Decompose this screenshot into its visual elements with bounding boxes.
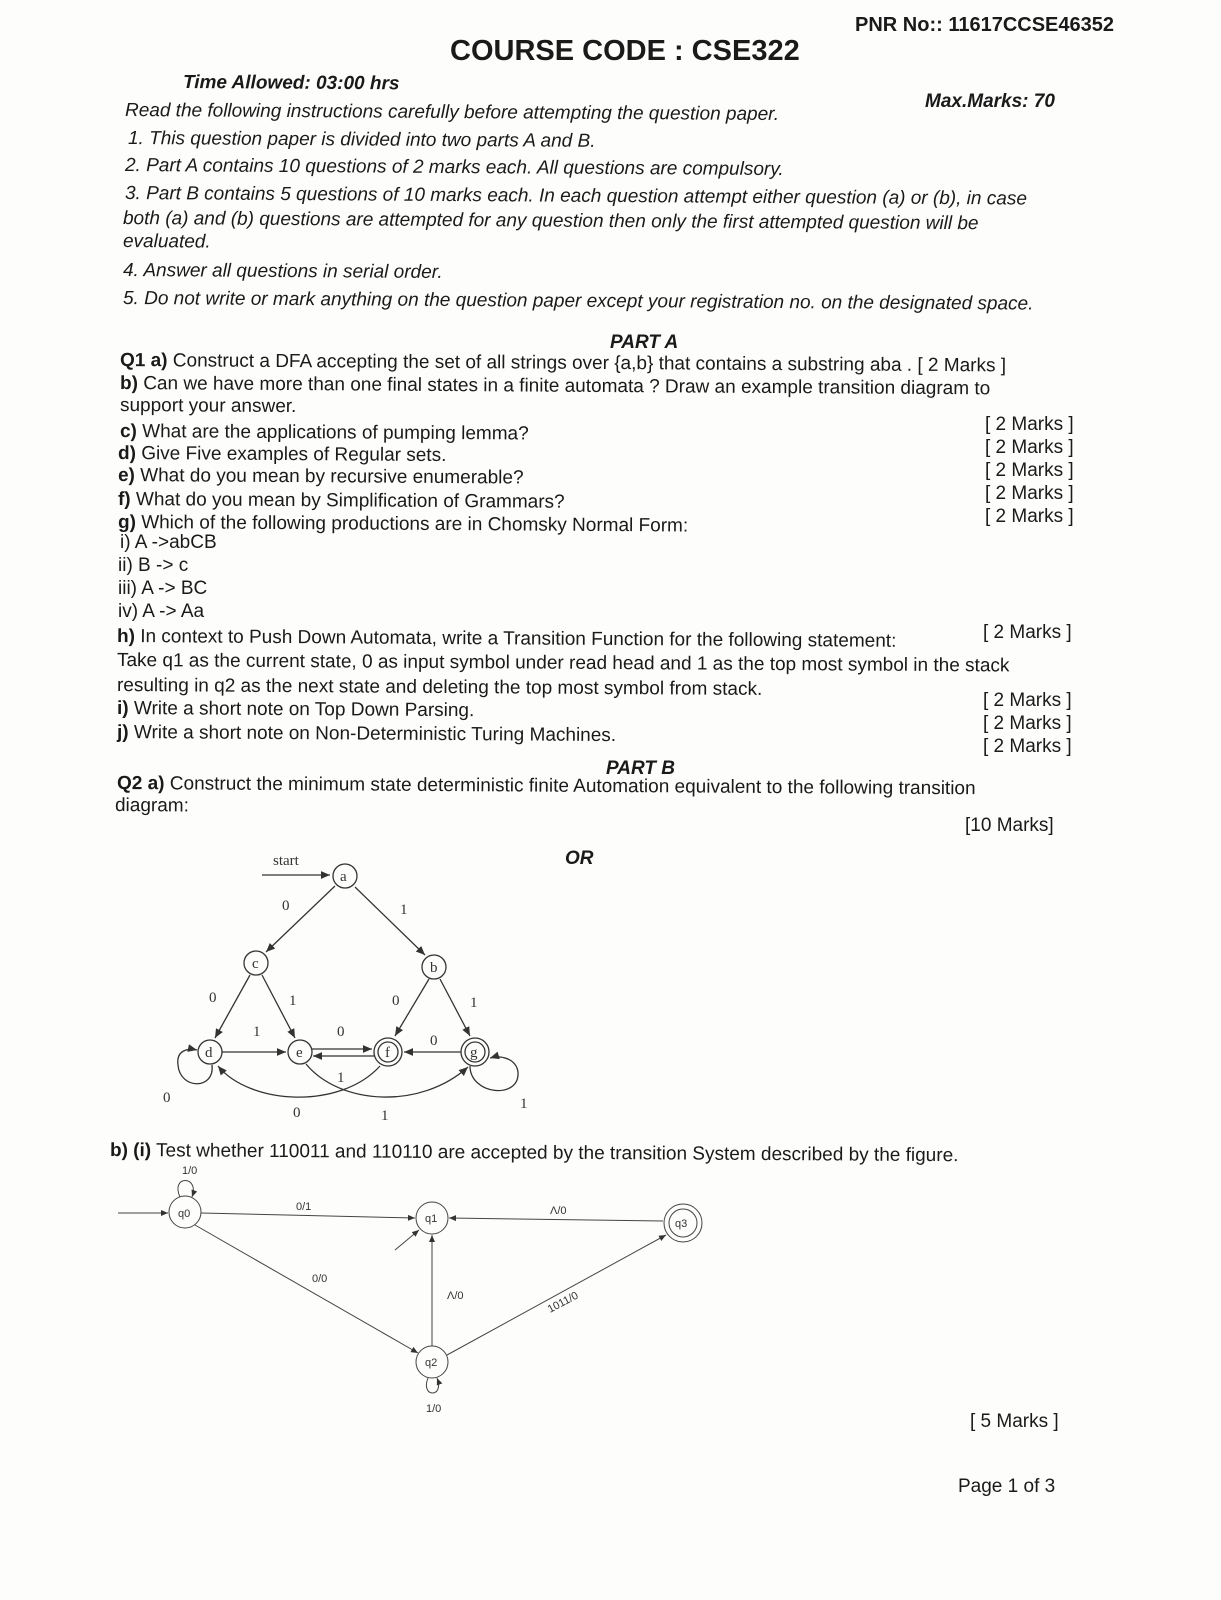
edge-label: 1 [253, 1024, 261, 1040]
edge-label: Λ/0 [447, 1290, 464, 1302]
instruction-line: evaluated. [122, 231, 211, 253]
marks: [ 2 Marks ] [983, 736, 1072, 757]
max-marks: Max.Marks: 70 [925, 91, 1055, 112]
question-text: What do you mean by Simplification of Grammars? [135, 489, 565, 513]
question-text: What are the applications of pumping lemma? [142, 421, 529, 445]
instruction-line: 4. Answer all questions in serial order. [122, 260, 443, 283]
edge-label: 0 [282, 898, 290, 914]
edge-label: 0/1 [296, 1201, 312, 1213]
edge-label: 1 [381, 1108, 389, 1124]
edge-label: 1 [470, 995, 478, 1011]
instruction-line: 2. Part A contains 10 questions of 2 marks each. All questions are compulsory. [124, 155, 784, 181]
q-label: c) [119, 421, 137, 443]
edge-label: 1/0 [182, 1165, 198, 1177]
state-label: e [296, 1045, 303, 1061]
question-text: Construct the minimum state deterministic finite Automation equivalent to the following transition [169, 773, 976, 800]
q-label: j) [116, 722, 129, 744]
question-text: Write a short note on Top Down Parsing. [133, 698, 475, 722]
state-label: q3 [675, 1218, 688, 1230]
marks: [ 2 Marks ] [917, 354, 1007, 377]
edge-label: 0 [337, 1024, 345, 1040]
edge-label: 1 [337, 1070, 345, 1086]
marks: [ 2 Marks ] [985, 460, 1074, 481]
q-label: e) [117, 465, 135, 487]
question-text: Write a short note on Non-Deterministic Turing Machines. [133, 722, 617, 747]
question-text: Construct a DFA accepting the set of all strings over {a,b} that contains a substring aba . [172, 350, 913, 376]
q-label: i) [116, 698, 129, 720]
option: ii) B -> c [118, 555, 189, 576]
state-label: a [340, 869, 347, 885]
instruction-line: 3. Part B contains 5 questions of 10 marks each. In each question attempt either question (a) or (b), in case [124, 183, 1027, 210]
option: iv) A -> Aa [118, 601, 205, 622]
edge-label: 1 [289, 993, 297, 1009]
state-label: q0 [178, 1208, 191, 1220]
instruction-line: 5. Do not write or mark anything on the question paper except your registration no. on the designated space. [122, 288, 1034, 315]
q-label: Q2 a) [116, 773, 165, 795]
edge-label: 0 [430, 1033, 438, 1049]
marks: [ 2 Marks ] [985, 414, 1074, 435]
question-text: resulting in q2 as the next state and deleting the top most symbol from stack. [116, 675, 763, 700]
question-text: In context to Push Down Automata, write a Transition Function for the following statement: [140, 626, 897, 652]
option: iii) A -> BC [118, 578, 208, 599]
edge-label: 1 [520, 1096, 528, 1112]
instructions-intro: Read the following instructions carefully before attempting the question paper. [124, 100, 780, 125]
pnr-number: PNR No:: 11617CCSE46352 [855, 14, 1115, 36]
marks: [ 2 Marks ] [983, 713, 1072, 734]
question-text: Which of the following productions are in Chomsky Normal Form: [141, 512, 689, 537]
marks: [ 5 Marks ] [970, 1411, 1059, 1432]
q-label: f) [117, 489, 131, 511]
marks: [ 2 Marks ] [983, 690, 1072, 711]
start-label: start [273, 853, 299, 869]
edge-label: Λ/0 [550, 1205, 567, 1217]
state-label: q2 [425, 1357, 438, 1369]
state-label: f [385, 1045, 390, 1061]
question-text: Test whether 110011 and 110110 are accepted by the transition System described by the figure. [156, 1140, 959, 1167]
instruction-line: 1. This question paper is divided into two parts A and B. [127, 128, 596, 152]
part-a-title: PART A [610, 332, 679, 353]
marks: [10 Marks] [965, 815, 1054, 836]
time-allowed: Time Allowed: 03:00 hrs [182, 72, 400, 95]
edge-label: 0 [163, 1090, 171, 1106]
question-text: support your answer. [119, 395, 297, 418]
marks: [ 2 Marks ] [983, 622, 1072, 643]
edge-label: 1011/0 [545, 1289, 581, 1316]
question-text: diagram: [114, 795, 189, 817]
state-label: c [252, 956, 259, 972]
page-number: Page 1 of 3 [958, 1476, 1056, 1497]
edge-label: 0/0 [312, 1273, 328, 1285]
or-label: OR [565, 848, 594, 869]
q-label: g) [117, 512, 137, 534]
q-label: b) [119, 373, 139, 395]
edge-label: 0 [293, 1105, 301, 1121]
state-label: q1 [425, 1213, 438, 1225]
state-label: g [470, 1045, 478, 1061]
state-label: b [430, 960, 438, 976]
state-label: d [205, 1045, 213, 1061]
question-text: Take q1 as the current state, 0 as input symbol under read head and 1 as the top most symbol in the stack [116, 650, 1010, 677]
question-text: Give Five examples of Regular sets. [141, 443, 447, 467]
option: i) A ->abCB [120, 532, 217, 553]
edge-label: 0 [209, 990, 217, 1006]
q-label: d) [117, 443, 137, 465]
q-label: h) [116, 626, 136, 648]
question-text: What do you mean by recursive enumerable? [140, 465, 524, 489]
marks: [ 2 Marks ] [985, 506, 1074, 527]
course-code: COURSE CODE : CSE322 [450, 35, 800, 67]
part-b-title: PART B [606, 758, 675, 779]
marks: [ 2 Marks ] [985, 483, 1074, 504]
q-label: Q1 a) [119, 350, 168, 372]
edge-label: 0 [392, 993, 400, 1009]
question-text: Can we have more than one final states in a finite automata ? Draw an example transition diagram to [143, 373, 991, 400]
edge-label: 1 [400, 902, 408, 918]
q-label: b) (i) [109, 1140, 152, 1162]
edge-label: 1/0 [426, 1403, 442, 1415]
marks: [ 2 Marks ] [985, 437, 1074, 458]
instruction-line: both (a) and (b) questions are attempted for any question then only the first attempted question will be [122, 208, 979, 235]
